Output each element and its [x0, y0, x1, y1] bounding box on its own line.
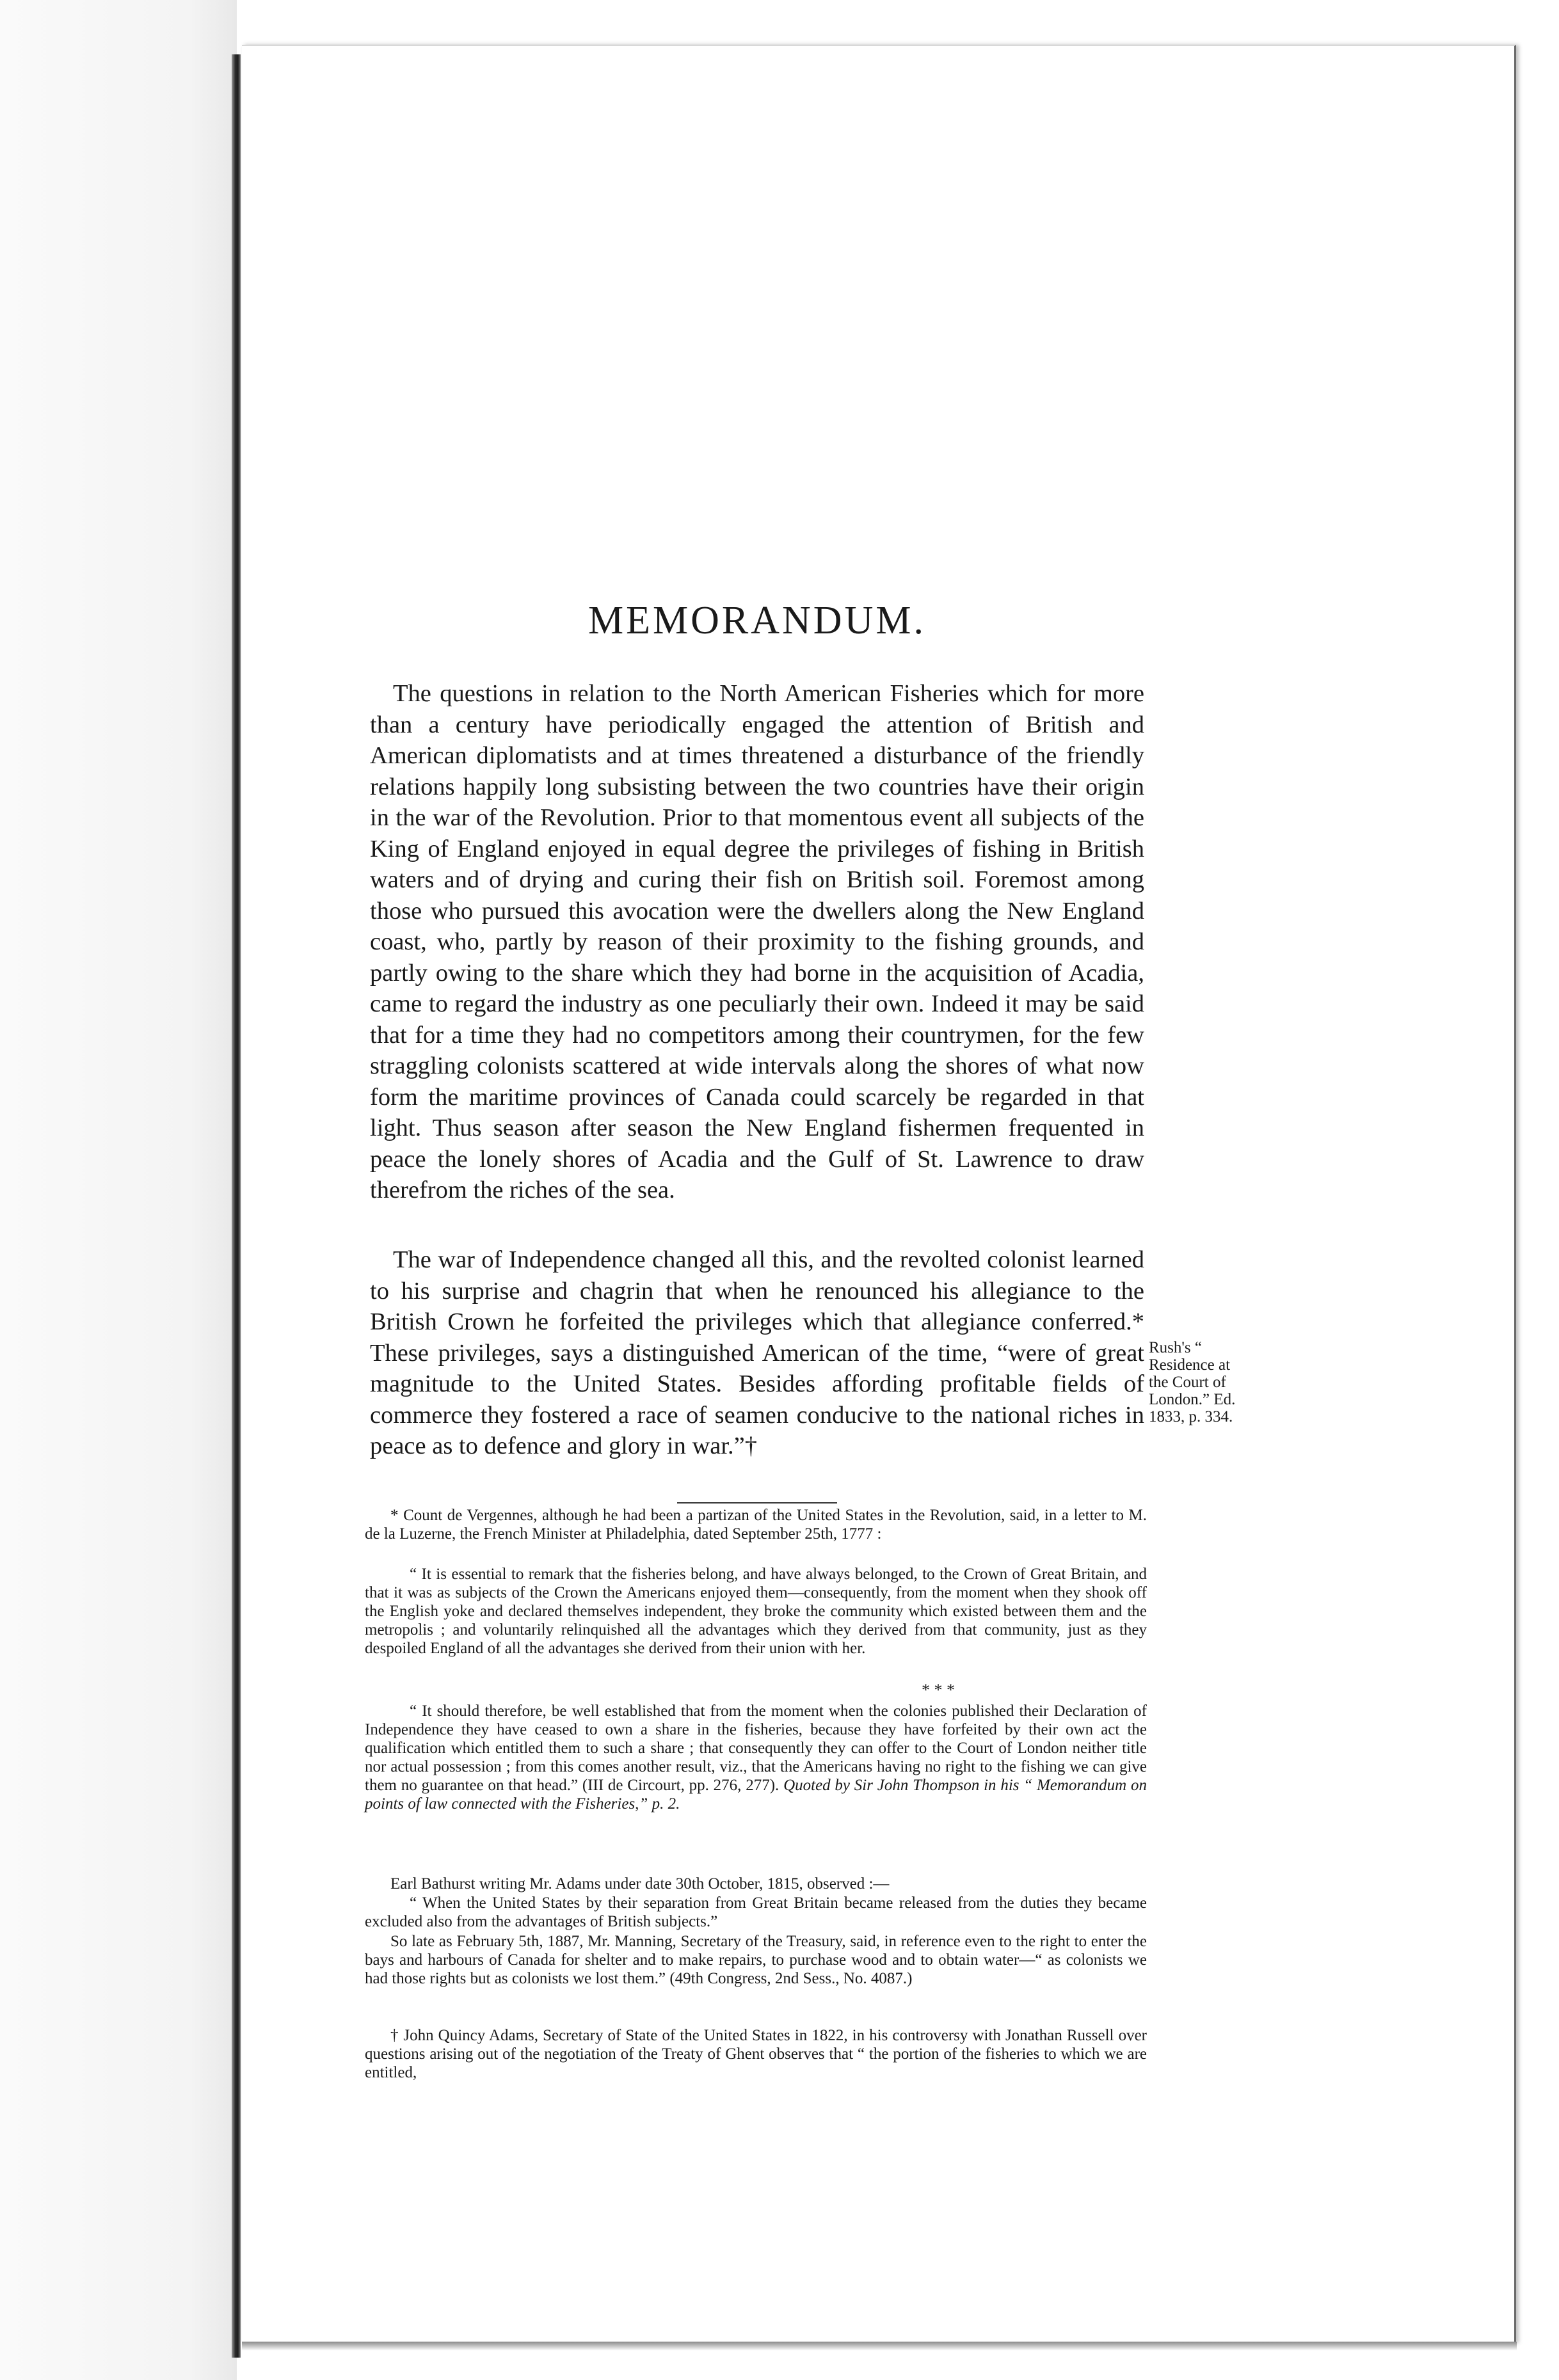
footnote-bathurst: Earl Bathurst writing Mr. Adams under date 30th October, 1815, observed :—	[390, 1875, 890, 1892]
book-gutter	[232, 54, 241, 2358]
footnote-quote-1: “ It is essential to remark that the fisheries belong, and have always belonged, to the Crown of Great Britain, and that it was as subjects of the Crown the Americans enjoyed them—consequently, from the moment when they shook off the English yoke and declared themselves independent, they broke the community which existed between them and the metropolis ; and voluntarily relinquished all the advantages which they derived from that community, just as they despoiled England of all the advantages she derived from their union with her.	[365, 1566, 1147, 1657]
footnote-rule	[677, 1502, 837, 1503]
footnote-quote-2-text: “ It should therefore, be well established that from the moment when the colonies published their Declaration of Independence they have ceased to own a share in the fisheries, because they have forfeited by their own act the qualification which entitled them to such a share ; that consequently they can offer to the Court of London neither title nor actual possession ; from this comes another result, viz., that the Americans having no right to the fishing we can give them no guarantee on that head.” (III de Circourt, pp. 276, 277).	[365, 1702, 1147, 1794]
footnote-quote-2-citation: Quoted by Sir John Thompson in his “ Memorandum on points of law connected with the Fisheries,” p. 2.	[365, 1777, 1147, 1813]
page-edge-shadow	[242, 2342, 1517, 2351]
footnote-quote-2	[365, 1702, 1147, 1813]
page-title: MEMORANDUM.	[588, 599, 926, 642]
footnote-manning: So late as February 5th, 1887, Mr. Manning, Secretary of the Treasury, said, in reference even to the right to enter the bays and harbours of Canada for shelter and to make repairs, to purchase wood and to obtain water—“ as colonists we had those rights but as colonists we lost them.” (49th Congress, 2nd Sess., No. 4087.)	[365, 1933, 1147, 1987]
facing-page	[0, 0, 237, 2380]
footnote-adams: † John Quincy Adams, Secretary of State of the United States in 1822, in his controversy with Jonathan Russell over questions arising out of the negotiation of the Treaty of Ghent observes that “ the portion of the fisheries to which we are entitled,	[365, 2027, 1147, 2081]
footnote-vergennes: * Count de Vergennes, although he had been a partizan of the United States in the Revolution, said, in a letter to M. de la Luzerne, the French Minister at Philadelphia, dated September 25th, 1777 :	[365, 1507, 1147, 1543]
footnote-bathurst-quote: “ When the United States by their separation from Great Britain became released from the duties they became excluded also from the advantages of British subjects.”	[365, 1894, 1147, 1930]
body-paragraph-2: The war of Independence changed all this, and the revolted colonist learned to his surprise and chagrin that when he renounced his allegiance to the British Crown he forfeited the privileges which that allegiance conferred.* These privileges, says a distinguished American of the time, “were of great magnitude to the United States. Besides affording profitable fields of commerce they fostered a race of seamen conducive to the national riches in peace as to defence and glory in war.”†	[370, 1246, 1144, 1459]
body-paragraph-1: The questions in relation to the North American Fisheries which for more than a century have periodically engaged the attention of British and American diplomatists and at times threatened a disturbance of the friendly relations happily long subsisting between the two countries have their origin in the war of the Revolution. Prior to that momentous event all subjects of the King of England enjoyed in equal degree the privileges of fishing in British waters and of drying and curing their fish on British soil. Foremost among those who pursued this avocation were the dwellers along the New England coast, who, partly by reason of their proximity to the fishing grounds, and partly owing to the share which they had borne in the acquisition of Acadia, came to regard the industry as one peculiarly their own. Indeed it may be said that for a time they had no competitors among their countrymen, for the few straggling colonists scattered at wide intervals along the shores of what now form the maritime provinces of Canada could scarcely be regarded in that light. Thus season after season the New England fishermen frequented in peace the lonely shores of Acadia and the Gulf of St. Lawrence to draw therefrom the riches of the sea.	[370, 680, 1144, 1203]
footnote-ellipsis-stars: * * *	[922, 1681, 955, 1699]
margin-note: Rush's “ Residence at the Court of London.” Ed. 1833, p. 334.	[1149, 1339, 1236, 1425]
